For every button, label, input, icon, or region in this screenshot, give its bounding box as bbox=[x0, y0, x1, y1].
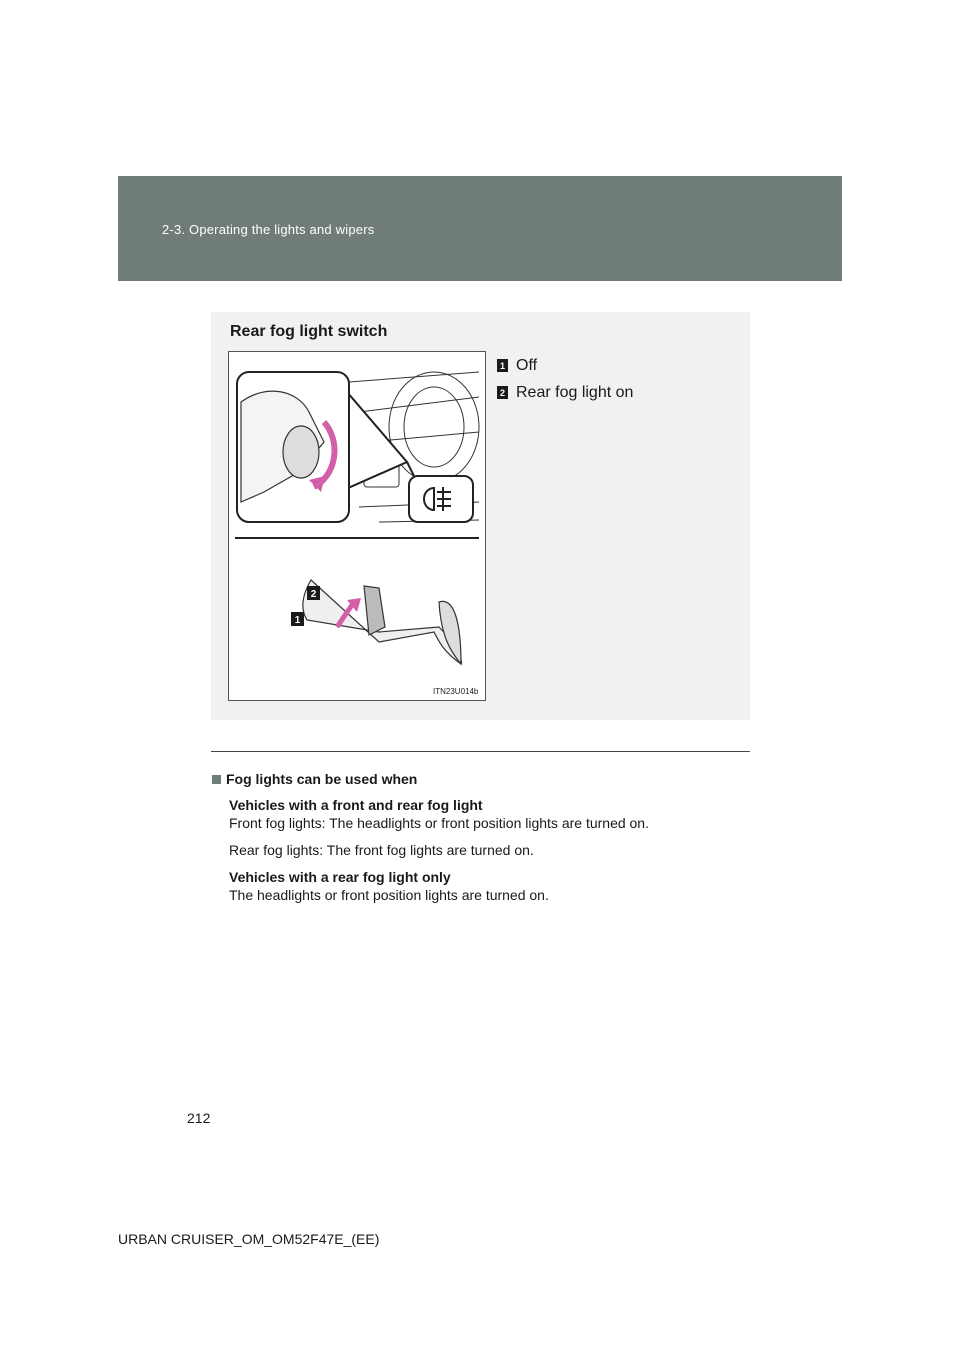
section-title: 2-3. Operating the lights and wipers bbox=[162, 222, 375, 237]
legend-label-rear-fog-on: Rear fog light on bbox=[516, 383, 634, 401]
note-text-front: Front fog lights: The headlights or front position lights are turned on. bbox=[229, 815, 649, 831]
note-subheading-front-rear: Vehicles with a front and rear fog light bbox=[229, 797, 483, 813]
legend-number-2: 2 bbox=[497, 386, 508, 399]
note-text-rear-only: The headlights or front position lights are turned on. bbox=[229, 887, 549, 903]
note-heading bbox=[212, 771, 752, 787]
note-subheading-rear-only: Vehicles with a rear fog light only bbox=[229, 869, 451, 885]
square-bullet-icon bbox=[212, 775, 221, 784]
legend-number-1: 1 bbox=[497, 359, 508, 372]
page-number: 212 bbox=[187, 1110, 211, 1126]
legend-item-off bbox=[497, 352, 633, 379]
note-text-rear: Rear fog lights: The front fog lights are turned on. bbox=[229, 842, 534, 858]
section-divider bbox=[211, 751, 750, 752]
figure-legend bbox=[497, 352, 633, 406]
callout-1-number: 1 bbox=[294, 615, 301, 626]
illustration-drawing bbox=[229, 352, 485, 700]
legend-label-off: Off bbox=[516, 356, 538, 374]
notes-section bbox=[212, 771, 752, 904]
note-heading-text: Fog lights can be used when bbox=[226, 771, 418, 787]
rear-fog-switch-illustration bbox=[228, 351, 486, 701]
document-id: URBAN CRUISER_OM_OM52F47E_(EE) bbox=[118, 1231, 380, 1247]
callout-2-number: 2 bbox=[310, 589, 317, 600]
image-code: ITN23U014b bbox=[433, 687, 479, 696]
figure-title: Rear fog light switch bbox=[230, 323, 388, 340]
legend-item-rear-fog-on bbox=[497, 379, 633, 406]
header-band bbox=[118, 176, 842, 281]
figure-panel bbox=[211, 312, 750, 720]
